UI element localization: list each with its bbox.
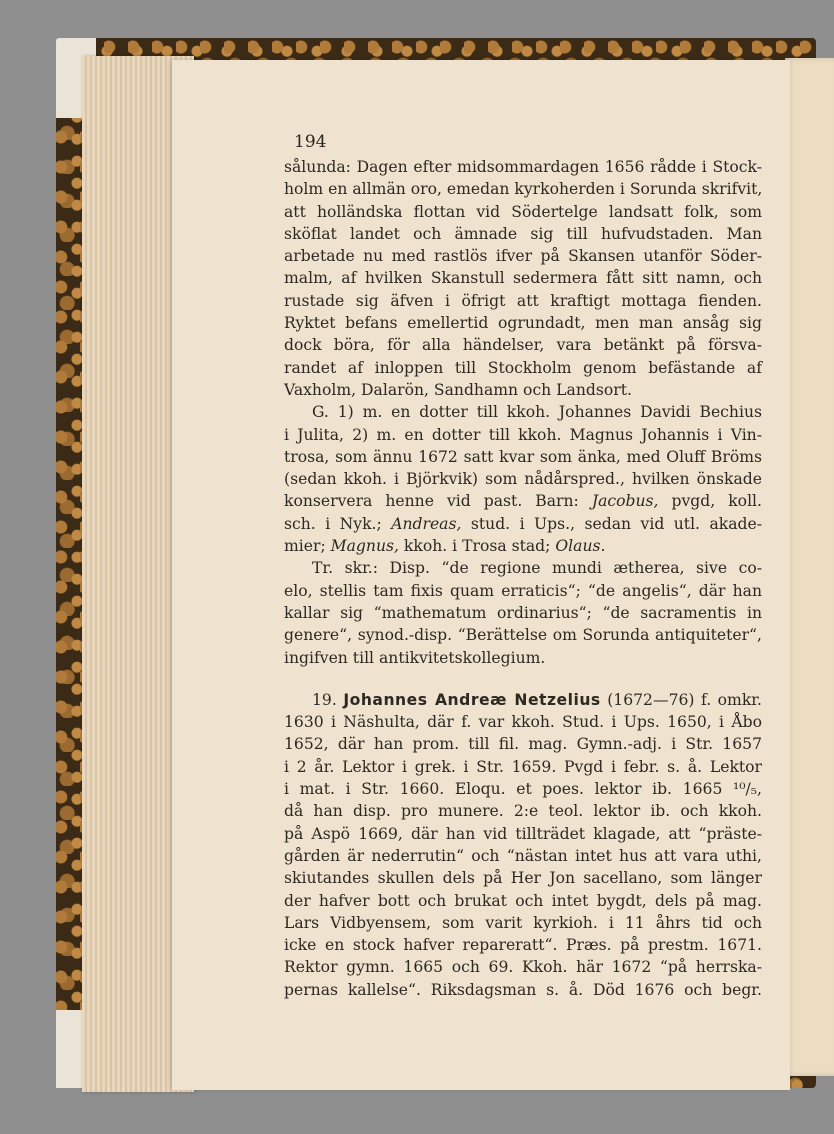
entry-number: 19. [312,690,337,709]
text-line: sålunda: Dagen efter midsommardagen 1656 rådde i Stock- [284,158,762,176]
text-line: ingifven till antikvitetskollegium. [284,648,546,667]
name-andreas: Andreas, [391,514,462,533]
text-line: då han disp. pro munere. 2:e teol. lektor ib. och kkoh. [284,802,762,821]
book-page [172,60,790,1090]
text-line-barn [284,490,762,512]
text-segment: pvgd, koll. [658,492,763,511]
name-olaus: Olaus. [555,537,606,556]
text-line: 1652, där han prom. till fil. mag. Gymn.-adj. i Str. 1657 [284,735,762,754]
text-line: randet af inloppen till Stockholm genom befästande af [284,358,762,377]
text-line: gården är nederrutin“ och “nästan intet hus att vara uthi, [284,846,762,865]
text-line: elo, stellis tam fixis quam erraticis“; “de angelis“, där han [284,581,762,600]
text-line: på Aspö 1669, där han vid tillträdet klagade, att “präste- [284,824,762,843]
text-segment: stud. i Ups., sedan vid utl. akade- [461,514,762,533]
entry-heading [284,689,762,711]
text-line: kallar sig “mathematum ordinarius“; “de sacramentis in [284,603,762,622]
page-number: 194 [294,132,327,152]
text-line-nyk [284,513,762,535]
name-jacobus: Jacobus, [591,492,659,511]
text-segment: sch. i Nyk.; [284,514,392,533]
text-segment: mier; [284,537,331,556]
text-line: i Julita, 2) m. en dotter till kkoh. Magnus Johannis i Vin- [284,425,762,444]
text-line: trosa, som ännu 1672 satt kvar som änka, med Oluff Bröms [284,447,762,466]
text-line: Ryktet befans emellertid ogrundadt, men man ansåg sig [284,314,762,333]
text-segment: kkoh. i Trosa stad; [398,537,556,556]
text-line: icke en stock hafver repareratt“. Præs. på prestm. 1671. [284,936,762,955]
text-line: pernas kallelse“. Riksdagsman s. å. Död 1676 och begr. [284,980,762,999]
text-line: i mat. i Str. 1660. Eloqu. et poes. lektor ib. 1665 ¹⁰/₅, [284,780,762,799]
text-line: holm en allmän oro, emedan kyrkoherden i Sorunda skrifvit, [284,180,763,199]
entry-dates: (1672—76) f. omkr. [600,690,762,709]
text-line: genere“, synod.-disp. “Berättelse om Sorunda antiquiteter“, [284,626,762,645]
text-line: G. 1) m. en dotter till kkoh. Johannes Davidi Bechius [312,403,762,422]
name-magnus: Magnus, [330,537,399,556]
text-line: Lars Vidbyensem, som varit kyrkioh. i 11 åhrs tid och [284,913,762,932]
text-line: rustade sig äfven i öfrigt att kraftigt mottaga fienden. [284,291,762,310]
text-segment: konservera henne vid past. Barn: [284,492,592,511]
text-line: Rektor gymn. 1665 och 69. Kkoh. här 1672 “på herrska- [284,958,762,977]
text-line: sköflat landet och ämnade sig till hufvudstaden. Man [284,224,762,243]
facing-page-edge [785,58,834,1076]
text-line: att holländska flottan vid Södertelge landsatt folk, som [284,202,762,221]
page-text [284,156,762,1001]
text-line: malm, af hvilken Skanstull sedermera fått sitt namn, och [284,269,762,288]
text-line: der hafver bott och brukat och intet bygdt, dels på mag. [284,891,762,910]
text-line: skiutandes skullen dels på Her Jon sacellano, som länger [284,869,762,888]
text-line: arbetade nu med rastlös ifver på Skansen utanför Söder- [284,247,762,266]
entry-name: Johannes Andreæ Netzelius [343,690,601,709]
section-gap [284,669,762,689]
text-line: 1630 i Näshulta, där f. var kkoh. Stud. i Ups. 1650, i Åbo [284,713,762,732]
text-line: dock böra, för alla händelser, vara betänkt på försva- [284,336,762,355]
text-line: Tr. skr.: Disp. “de regione mundi ætherea, sive co- [312,559,762,578]
text-line: Vaxholm, Dalarön, Sandhamn och Landsort. [284,380,632,399]
text-line: i 2 år. Lektor i grek. i Str. 1659. Pvgd i febr. s. å. Lektor [284,757,762,776]
text-line-mier [284,535,762,557]
text-line: (sedan kkoh. i Björkvik) som nådårspred., hvilken önskade [284,470,762,489]
